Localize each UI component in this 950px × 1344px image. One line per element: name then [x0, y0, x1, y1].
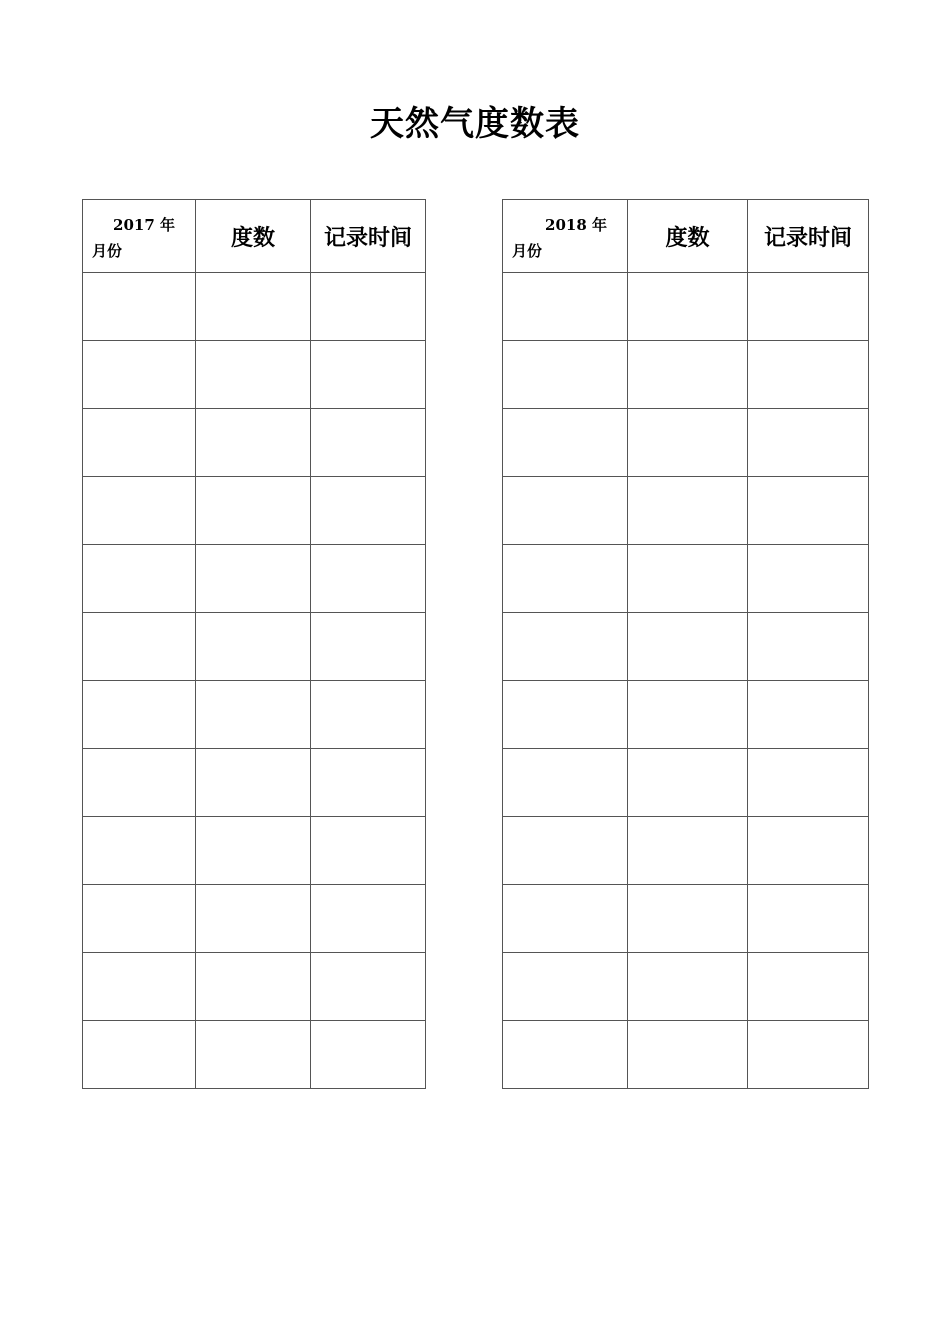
- record-time-cell: [311, 749, 426, 817]
- table-row: [83, 273, 426, 341]
- gas-reading-table-2018: [502, 199, 869, 1089]
- record-time-cell: [748, 953, 869, 1021]
- record-time-cell: [748, 409, 869, 477]
- record-time-cell: [748, 681, 869, 749]
- reading-cell: [196, 817, 311, 885]
- record-time-cell: [748, 477, 869, 545]
- record-time-cell: [748, 613, 869, 681]
- table-row: [503, 1021, 869, 1089]
- header-cell-month: [503, 200, 628, 273]
- reading-cell: [196, 885, 311, 953]
- record-time-cell: [311, 1021, 426, 1089]
- reading-cell: [196, 613, 311, 681]
- record-time-cell: [311, 341, 426, 409]
- reading-cell: [196, 341, 311, 409]
- table-row: [503, 409, 869, 477]
- month-cell: [503, 477, 628, 545]
- month-cell: [83, 613, 196, 681]
- record-time-cell: [311, 885, 426, 953]
- reading-cell: [628, 749, 748, 817]
- header-cell-record-time: 记录时间: [311, 200, 426, 273]
- record-time-cell: [748, 885, 869, 953]
- table-header-row: [503, 200, 869, 273]
- month-cell: [503, 273, 628, 341]
- reading-cell: [196, 953, 311, 1021]
- reading-cell: [628, 885, 748, 953]
- record-time-cell: [748, 1021, 869, 1089]
- table-row: [83, 817, 426, 885]
- table-body: [83, 200, 426, 1089]
- reading-cell: [628, 613, 748, 681]
- month-cell: [83, 545, 196, 613]
- month-cell: [83, 885, 196, 953]
- month-cell: [83, 409, 196, 477]
- month-cell: [503, 545, 628, 613]
- month-cell: [83, 817, 196, 885]
- record-time-cell: [311, 409, 426, 477]
- record-time-cell: [311, 953, 426, 1021]
- reading-cell: [628, 273, 748, 341]
- month-cell: [83, 477, 196, 545]
- table-row: [503, 885, 869, 953]
- table-row: [83, 885, 426, 953]
- table-row: [503, 681, 869, 749]
- page-title: 天然气度数表: [370, 104, 580, 144]
- record-time-cell: [311, 273, 426, 341]
- record-time-cell: [748, 749, 869, 817]
- header-cell-record-time: 记录时间: [748, 200, 869, 273]
- reading-cell: [628, 953, 748, 1021]
- table-body: [503, 200, 869, 1089]
- record-time-cell: [311, 817, 426, 885]
- month-cell: [83, 1021, 196, 1089]
- table-row: [83, 545, 426, 613]
- record-time-cell: [748, 545, 869, 613]
- month-cell: [503, 953, 628, 1021]
- table-row: [83, 613, 426, 681]
- reading-cell: [196, 477, 311, 545]
- month-cell: [503, 817, 628, 885]
- record-time-cell: [748, 817, 869, 885]
- table-row: [503, 477, 869, 545]
- reading-cell: [196, 545, 311, 613]
- month-cell: [83, 681, 196, 749]
- header-month-label: 月份: [92, 242, 123, 260]
- table-row: [83, 749, 426, 817]
- header-month-label: 月份: [512, 242, 543, 260]
- month-cell: [503, 681, 628, 749]
- record-time-cell: [748, 273, 869, 341]
- table-row: [503, 341, 869, 409]
- table-row: [503, 953, 869, 1021]
- reading-cell: [196, 749, 311, 817]
- reading-cell: [628, 409, 748, 477]
- record-time-cell: [311, 613, 426, 681]
- table-row: [503, 545, 869, 613]
- header-cell-reading: 度数: [196, 200, 311, 273]
- reading-cell: [628, 681, 748, 749]
- reading-cell: [196, 681, 311, 749]
- month-cell: [503, 409, 628, 477]
- month-cell: [503, 749, 628, 817]
- table-row: [83, 953, 426, 1021]
- header-year-label: 2017 年: [113, 216, 175, 234]
- table-row: [503, 749, 869, 817]
- reading-cell: [628, 545, 748, 613]
- month-cell: [503, 613, 628, 681]
- header-cell-reading: 度数: [628, 200, 748, 273]
- month-cell: [503, 885, 628, 953]
- record-time-cell: [748, 341, 869, 409]
- table-row: [83, 477, 426, 545]
- reading-cell: [628, 817, 748, 885]
- table-row: [503, 613, 869, 681]
- month-cell: [83, 341, 196, 409]
- reading-cell: [628, 1021, 748, 1089]
- reading-cell: [196, 273, 311, 341]
- record-time-cell: [311, 477, 426, 545]
- record-time-cell: [311, 545, 426, 613]
- table-row: [503, 273, 869, 341]
- table-row: [83, 341, 426, 409]
- month-cell: [503, 1021, 628, 1089]
- table-row: [503, 817, 869, 885]
- reading-cell: [628, 477, 748, 545]
- reading-cell: [196, 1021, 311, 1089]
- header-year-label: 2018 年: [545, 216, 607, 234]
- reading-cell: [196, 409, 311, 477]
- table-row: [83, 409, 426, 477]
- month-cell: [83, 749, 196, 817]
- header-cell-month: [83, 200, 196, 273]
- reading-cell: [628, 341, 748, 409]
- month-cell: [503, 341, 628, 409]
- month-cell: [83, 273, 196, 341]
- gas-reading-table-2017: [82, 199, 426, 1089]
- table-row: [83, 681, 426, 749]
- table-header-row: [83, 200, 426, 273]
- table-row: [83, 1021, 426, 1089]
- record-time-cell: [311, 681, 426, 749]
- month-cell: [83, 953, 196, 1021]
